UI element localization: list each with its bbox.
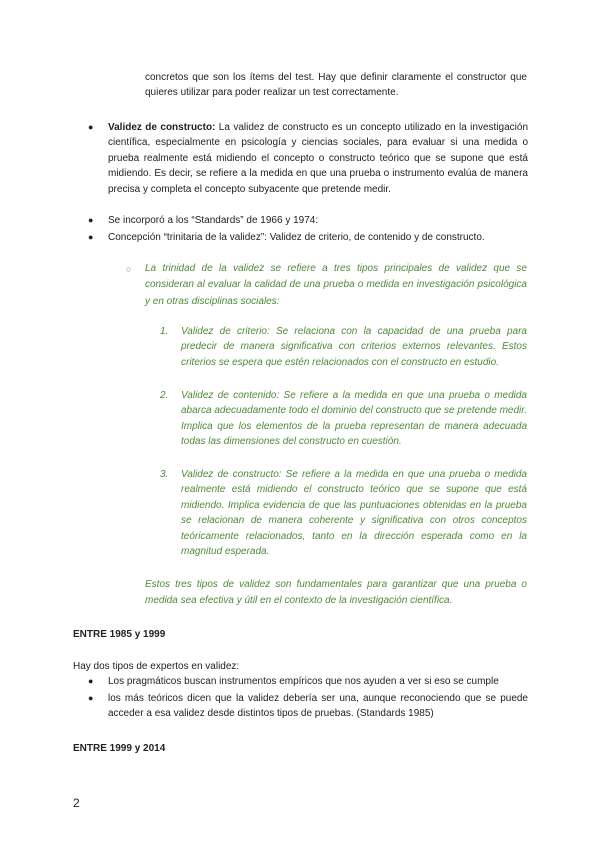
numbered-item-text: Validez de constructo: Se refiere a la medida en que una prueba o medida realmente está midiendo el constructo teórico que se supone que está midiendo. Implica evidencia de que las puntuaciones obtenidas en la prueba se relacionan de manera coherente y significativa con otros conceptos teóricamente relacionados, tanto en la dirección esperada como en la magnitud esperada.: [181, 469, 527, 558]
list-item: [88, 213, 528, 228]
bullet-text: Validez de constructo: La validez de constructo es un concepto utilizado en la investigación científica, especialmente en psicología y ciencias sociales, para evaluar si una medida o prueba realmente está midiendo el concepto o constructo teórico que se supone que está midiendo. Es decir, se refiere a la medida en que una prueba o instrumento evalúa de manera precisa y completa el concepto subyacente que pretende medir.: [108, 122, 528, 195]
bullet-text: Se incorporó a los “Standards” de 1966 y 1974:: [108, 215, 319, 226]
bullet-icon: ●: [88, 215, 94, 225]
bullet-text: Concepción “trinitaria de la validez”: Validez de criterio, de contenido y de constructo.: [108, 232, 485, 243]
sub-bullet-text: La trinidad de la validez se refiere a tres tipos principales de validez que se consideran al evaluar la calidad de una prueba o medida en investigación psicológica y en otras disciplinas sociales:: [145, 263, 527, 307]
list-item: [88, 230, 528, 245]
continuation-paragraph: concretos que son los ítems del test. Hay que definir claramente el constructor que quieres utilizar para poder realizar un test correctamente.: [145, 72, 527, 99]
list-number: 1.: [160, 326, 169, 337]
section-heading: ENTRE 1999 y 2014: [73, 743, 166, 754]
list-number: 2.: [160, 390, 169, 401]
bullet-icon: ●: [88, 676, 94, 686]
list-number: 3.: [160, 469, 169, 480]
conclusion-paragraph: Estos tres tipos de validez son fundamentales para garantizar que una prueba o medida sea efectiva y útil en el contexto de la investigación científica.: [145, 579, 527, 606]
bullet-icon: ●: [88, 232, 94, 242]
bullet-icon: ●: [88, 122, 94, 132]
page-number: 2: [73, 796, 80, 810]
bullet-text: Los pragmáticos buscan instrumentos empíricos que nos ayuden a ver si eso se cumple: [108, 676, 499, 687]
list-item: [88, 674, 528, 689]
hollow-circle-bullet-icon: ○: [126, 264, 132, 274]
bullet-bold-term: Validez de constructo:: [108, 122, 216, 133]
bullet-icon: ●: [88, 693, 94, 703]
list-item: [88, 691, 528, 722]
section-heading: ENTRE 1985 y 1999: [73, 629, 166, 640]
section-intro: Hay dos tipos de expertos en validez:: [73, 661, 240, 672]
numbered-item-text: Validez de criterio: Se relaciona con la capacidad de una prueba para predecir de manera significativa con criterios externos relevantes. Estos criterios se espera que estén relacionados con el constructo en estudio.: [181, 326, 527, 368]
bullet-text: los más teóricos dicen que la validez debería ser una, aunque reconociendo que se puede acceder a esa validez desde distintos tipos de pruebas. (Standards 1985): [108, 693, 528, 720]
list-item: [88, 120, 528, 197]
numbered-item-text: Validez de contenido: Se refiere a la medida en que una prueba o medida abarca adecuadamente todo el dominio del constructo que se pretende medir. Implica que los elementos de la prueba representan de manera adecuada todas las dimensiones del constructo en cuestión.: [181, 390, 527, 448]
